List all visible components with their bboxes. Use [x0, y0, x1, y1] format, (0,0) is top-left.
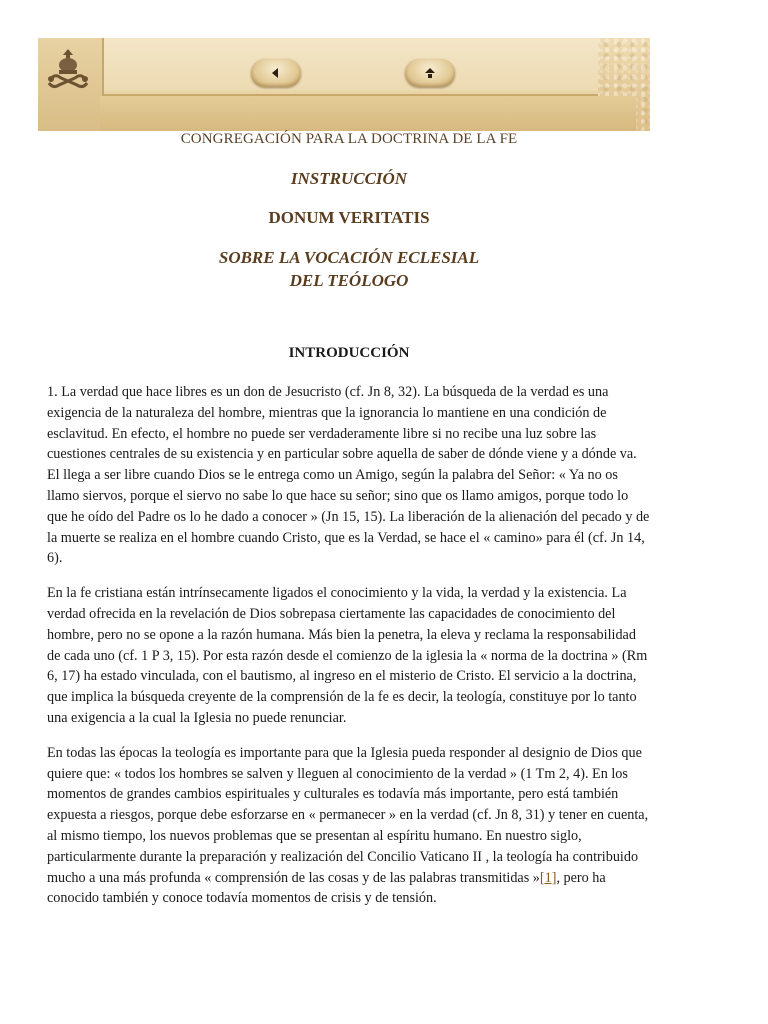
footnote-link[interactable]: [1]	[539, 869, 557, 886]
up-button[interactable]	[405, 59, 455, 87]
header-banner	[38, 38, 650, 131]
document-body	[47, 382, 652, 923]
document-type: INSTRUCCIÓN	[290, 169, 408, 188]
subtitle-line-2: DEL TEÓLOGO	[289, 271, 409, 290]
banner-bottom-panel	[100, 96, 636, 131]
paragraph-2: En la fe cristiana están intrínsecamente ligados el conocimiento y la vida, la verdad y la existencia. La verdad ofrecida en la revelación de Dios sobrepasa ciertamente las capacidades de conocimiento del hombre, pero no se opone a la razón humana. Más bien la penetra, la eleva y reclama la responsabilidad de cada uno (cf. 1 P 3, 15). Por esta razón desde el comienzo de la iglesia la « norma de la doctrina » (Rm 6, 17) ha estado vinculada, con el bautismo, al ingreso en el misterio de Cristo. El servicio a la doctrina, que implica la búsqueda creyente de la comprensión de la fe es decir, la teología, constituye por lo tanto una exigencia a la cual la Iglesia no puede renunciar.	[47, 585, 648, 726]
paragraph-1: 1. La verdad que hace libres es un don de Jesucristo (cf. Jn 8, 32). La búsqueda de la verdad es una exigencia de la naturaleza del hombre, mientras que la ignorancia lo mantiene en una condición de esclavitud. En efecto, el hombre no puede ser verdaderamente libre si no recibe una luz sobre las cuestiones centrales de su existencia y en particular sobre aquella de saber de dónde viene y a dónde va. El llega a ser libre cuando Dios se le entrega como un Amigo, según la palabra del Señor: « Ya no os llamo siervos, porque el siervo no sabe lo que hace su señor; sino que os llamo amigos, porque todo lo que he oído del Padre os lo he dado a conocer » (Jn 15, 15). La liberación de la alienación del pecado y de la muerte se realiza en el hombre cuando Cristo, que es la Verdad, se hace el « camino» para él (cf. Jn 14, 6).	[47, 384, 650, 567]
subtitle-line-1: SOBRE LA VOCACIÓN ECLESIAL	[218, 248, 480, 267]
paragraph-3-text-a: En todas las épocas la teología es importante para que la Iglesia pueda responder al designio de Dios que quiere que: « todos los hombres se salven y lleguen al conocimiento de la verdad » (1 Tm 2, 4). En los momentos de grandes cambios espirituales y culturales es todavía más importante, pero está también expuesta a riesgos, porque debe esforzarse en « permanecer » en la verdad (cf. Jn 8, 31) y tener en cuenta, al mismo tiempo, los nuevos problemas que se presentan al espíritu humano. En nuestro siglo, particularmente durante la preparación y realización del Concilio Vaticano II , la teología ha contribuido mucho a una más profunda « comprensión de las cosas y de las palabras transmitidas »	[47, 744, 649, 886]
document-title: DONUM VERITATIS	[268, 208, 430, 227]
arrow-left-icon	[269, 66, 283, 80]
organization-name: CONGREGACIÓN PARA LA DOCTRINA DE LA FE	[180, 131, 518, 147]
banner-top-panel	[104, 38, 598, 98]
section-heading: INTRODUCCIÓN	[288, 345, 410, 361]
paragraph-3-text-b: , pero ha conocido también y conoce todavía momentos de crisis y de tensión.	[47, 869, 606, 907]
arrow-up-icon	[423, 66, 437, 80]
document-subtitle	[0, 246, 698, 292]
paragraph-3	[47, 743, 652, 909]
papal-emblem-icon	[42, 44, 94, 96]
back-button[interactable]	[251, 59, 301, 87]
banner-emblem-frame	[38, 38, 105, 131]
